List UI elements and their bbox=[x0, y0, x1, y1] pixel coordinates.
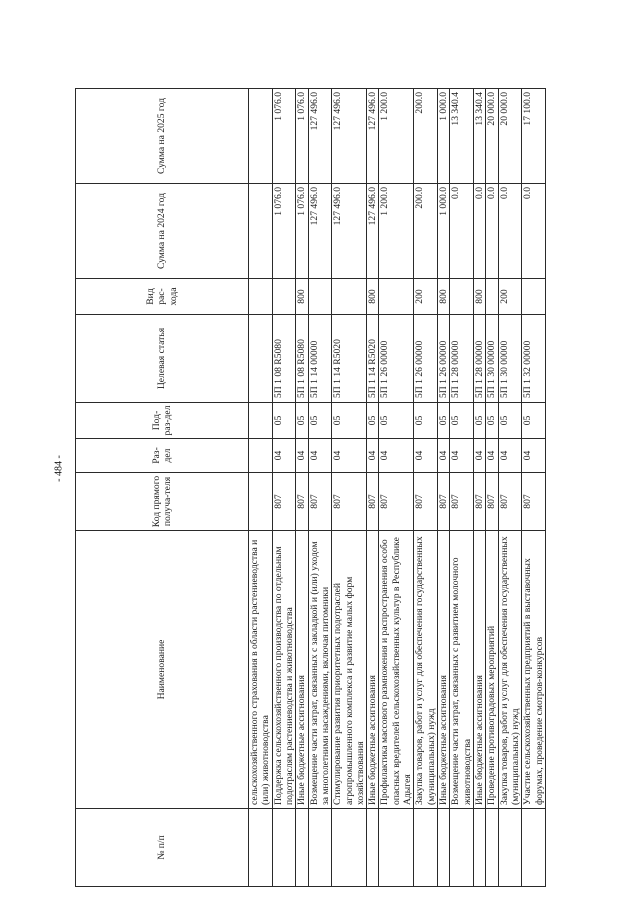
cell-num bbox=[522, 809, 546, 887]
cell-razdel: 04 bbox=[379, 439, 414, 473]
cell-num bbox=[473, 809, 485, 887]
header-expense: Вид рас-хода bbox=[76, 279, 249, 315]
cell-podrazdel bbox=[249, 403, 273, 439]
cell-podrazdel: 05 bbox=[486, 403, 498, 439]
cell-article: 5П 1 26 00000 bbox=[414, 315, 438, 403]
cell-expense: 800 bbox=[296, 279, 308, 315]
header-razdel: Раз-дел bbox=[76, 439, 249, 473]
cell-podrazdel: 05 bbox=[473, 403, 485, 439]
header-num: № п/п bbox=[76, 809, 249, 887]
cell-article: 5П 1 14 R5020 bbox=[332, 315, 367, 403]
header-article: Целевая статья bbox=[76, 315, 249, 403]
header-admin: Код прямого получа-теля bbox=[76, 473, 249, 531]
cell-sum-2024 bbox=[249, 184, 273, 279]
budget-table bbox=[75, 88, 546, 887]
table-row bbox=[450, 89, 474, 887]
cell-article: 5П 1 26 00000 bbox=[438, 315, 450, 403]
cell-article: 5П 1 08 R5080 bbox=[296, 315, 308, 403]
cell-name: Иные бюджетные ассигнования bbox=[367, 531, 379, 809]
cell-article: 5П 1 30 00000 bbox=[486, 315, 498, 403]
cell-podrazdel: 05 bbox=[296, 403, 308, 439]
cell-name: Стимулирование развития приоритетных подотраслей агропромышленного комплекса и развитие малых форм хозяйствования bbox=[332, 531, 367, 809]
cell-sum-2025: 127 496.0 bbox=[332, 89, 367, 184]
cell-admin: 807 bbox=[308, 473, 332, 531]
cell-sum-2024: 0.0 bbox=[498, 184, 522, 279]
cell-sum-2024: 127 496.0 bbox=[332, 184, 367, 279]
cell-admin: 807 bbox=[473, 473, 485, 531]
cell-num bbox=[332, 809, 367, 887]
cell-razdel: 04 bbox=[414, 439, 438, 473]
header-podrazdel: Под-раз-дел bbox=[76, 403, 249, 439]
cell-num bbox=[367, 809, 379, 887]
rotated-page bbox=[75, 89, 615, 887]
cell-sum-2025: 200.0 bbox=[414, 89, 438, 184]
cell-podrazdel: 05 bbox=[498, 403, 522, 439]
cell-name: Закупка товаров, работ и услуг для обеспечения государственных (муниципальных) нужд bbox=[414, 531, 438, 809]
cell-sum-2025: 127 496.0 bbox=[308, 89, 332, 184]
header-sum-2025: Сумма на 2025 год bbox=[76, 89, 249, 184]
table-row bbox=[438, 89, 450, 887]
cell-article: 5П 1 28 00000 bbox=[473, 315, 485, 403]
cell-name: Поддержка сельскохозяйственного производства по отдельным подотраслям растениеводства и животноводства bbox=[272, 531, 296, 809]
cell-name: Проведение противоградовых мероприятий bbox=[486, 531, 498, 809]
header-sum-2024: Сумма на 2024 год bbox=[76, 184, 249, 279]
cell-sum-2025: 17 100.0 bbox=[522, 89, 546, 184]
table-row bbox=[272, 89, 296, 887]
cell-podrazdel: 05 bbox=[308, 403, 332, 439]
table-row bbox=[367, 89, 379, 887]
cell-num bbox=[438, 809, 450, 887]
cell-name: Закупка товаров, работ и услуг для обеспечения государственных (муниципальных) нужд bbox=[498, 531, 522, 809]
cell-admin: 807 bbox=[272, 473, 296, 531]
header-name: Наименование bbox=[76, 531, 249, 809]
cell-expense bbox=[272, 279, 296, 315]
cell-sum-2025 bbox=[249, 89, 273, 184]
cell-sum-2025: 1 076.0 bbox=[272, 89, 296, 184]
cell-sum-2025: 1 200.0 bbox=[379, 89, 414, 184]
cell-sum-2024: 0.0 bbox=[473, 184, 485, 279]
cell-podrazdel: 05 bbox=[438, 403, 450, 439]
table-row bbox=[379, 89, 414, 887]
cell-podrazdel: 05 bbox=[332, 403, 367, 439]
cell-podrazdel: 05 bbox=[450, 403, 474, 439]
cell-expense bbox=[308, 279, 332, 315]
cell-razdel: 04 bbox=[486, 439, 498, 473]
cell-name: сельскохозяйственного страхования в области растениеводства и (или) животноводства bbox=[249, 531, 273, 809]
cell-podrazdel: 05 bbox=[272, 403, 296, 439]
cell-admin: 807 bbox=[450, 473, 474, 531]
cell-razdel: 04 bbox=[367, 439, 379, 473]
table-row bbox=[498, 89, 522, 887]
cell-expense: 800 bbox=[367, 279, 379, 315]
cell-num bbox=[414, 809, 438, 887]
cell-sum-2025: 127 496.0 bbox=[367, 89, 379, 184]
cell-razdel: 04 bbox=[332, 439, 367, 473]
cell-num bbox=[486, 809, 498, 887]
cell-admin: 807 bbox=[296, 473, 308, 531]
cell-sum-2024: 1 200.0 bbox=[379, 184, 414, 279]
cell-name: Иные бюджетные ассигнования bbox=[438, 531, 450, 809]
cell-sum-2025: 20 000.0 bbox=[486, 89, 498, 184]
header-row bbox=[76, 89, 249, 887]
cell-admin: 807 bbox=[332, 473, 367, 531]
cell-admin: 807 bbox=[438, 473, 450, 531]
cell-article: 5П 1 28 00000 bbox=[450, 315, 474, 403]
cell-article: 5П 1 26 00000 bbox=[379, 315, 414, 403]
cell-razdel: 04 bbox=[473, 439, 485, 473]
cell-admin: 807 bbox=[486, 473, 498, 531]
cell-name: Иные бюджетные ассигнования bbox=[296, 531, 308, 809]
cell-razdel: 04 bbox=[450, 439, 474, 473]
cell-sum-2024: 0.0 bbox=[486, 184, 498, 279]
cell-expense bbox=[379, 279, 414, 315]
cell-num bbox=[249, 809, 273, 887]
cell-expense bbox=[249, 279, 273, 315]
cell-num bbox=[308, 809, 332, 887]
cell-podrazdel: 05 bbox=[414, 403, 438, 439]
table-row bbox=[308, 89, 332, 887]
cell-num bbox=[272, 809, 296, 887]
cell-sum-2025: 1 076.0 bbox=[296, 89, 308, 184]
cell-expense bbox=[486, 279, 498, 315]
cell-razdel: 04 bbox=[438, 439, 450, 473]
cell-sum-2024: 127 496.0 bbox=[367, 184, 379, 279]
cell-name: Возмещение части затрат, связанных с закладкой и (или) уходом за многолетними насаждениями, включая питомники bbox=[308, 531, 332, 809]
cell-admin: 807 bbox=[498, 473, 522, 531]
cell-razdel: 04 bbox=[272, 439, 296, 473]
cell-num bbox=[450, 809, 474, 887]
table-row bbox=[486, 89, 498, 887]
cell-podrazdel: 05 bbox=[367, 403, 379, 439]
table-row bbox=[332, 89, 367, 887]
cell-sum-2025: 1 000.0 bbox=[438, 89, 450, 184]
cell-sum-2024: 1 076.0 bbox=[296, 184, 308, 279]
cell-razdel: 04 bbox=[296, 439, 308, 473]
cell-expense bbox=[332, 279, 367, 315]
cell-name: Профилактика массового размножения и распространения особо опасных вредителей сельскохозяйственных культур в Республике Адыгея bbox=[379, 531, 414, 809]
cell-sum-2025: 20 000.0 bbox=[498, 89, 522, 184]
cell-sum-2024: 1 000.0 bbox=[438, 184, 450, 279]
cell-article: 5П 1 08 R5080 bbox=[272, 315, 296, 403]
table-body bbox=[249, 89, 546, 887]
table-row bbox=[473, 89, 485, 887]
cell-sum-2025: 13 340.4 bbox=[473, 89, 485, 184]
cell-sum-2024: 127 496.0 bbox=[308, 184, 332, 279]
cell-razdel bbox=[249, 439, 273, 473]
cell-name: Возмещение части затрат, связанных с развитием молочного животноводства bbox=[450, 531, 474, 809]
cell-admin bbox=[249, 473, 273, 531]
cell-expense bbox=[450, 279, 474, 315]
cell-podrazdel: 05 bbox=[379, 403, 414, 439]
table-row bbox=[522, 89, 546, 887]
cell-article: 5П 1 14 R5020 bbox=[367, 315, 379, 403]
cell-razdel: 04 bbox=[498, 439, 522, 473]
table-row bbox=[414, 89, 438, 887]
cell-num bbox=[379, 809, 414, 887]
cell-admin: 807 bbox=[522, 473, 546, 531]
table-row bbox=[249, 89, 273, 887]
cell-article: 5П 1 30 00000 bbox=[498, 315, 522, 403]
cell-sum-2024: 0.0 bbox=[450, 184, 474, 279]
cell-expense: 800 bbox=[438, 279, 450, 315]
cell-razdel: 04 bbox=[308, 439, 332, 473]
cell-expense bbox=[522, 279, 546, 315]
cell-article: 5П 1 14 00000 bbox=[308, 315, 332, 403]
cell-name: Участие сельскохозяйственных предприятий в выставочных форумах, проведение смотров-конкурсов bbox=[522, 531, 546, 809]
cell-expense: 200 bbox=[498, 279, 522, 315]
cell-podrazdel: 05 bbox=[522, 403, 546, 439]
cell-sum-2024: 200.0 bbox=[414, 184, 438, 279]
cell-admin: 807 bbox=[379, 473, 414, 531]
cell-article bbox=[249, 315, 273, 403]
cell-expense: 800 bbox=[473, 279, 485, 315]
cell-admin: 807 bbox=[367, 473, 379, 531]
cell-admin: 807 bbox=[414, 473, 438, 531]
cell-sum-2024: 1 076.0 bbox=[272, 184, 296, 279]
cell-article: 5П 1 32 00000 bbox=[522, 315, 546, 403]
cell-razdel: 04 bbox=[522, 439, 546, 473]
cell-name: Иные бюджетные ассигнования bbox=[473, 531, 485, 809]
cell-sum-2024: 0.0 bbox=[522, 184, 546, 279]
cell-num bbox=[296, 809, 308, 887]
cell-expense: 200 bbox=[414, 279, 438, 315]
cell-sum-2025: 13 340.4 bbox=[450, 89, 474, 184]
table-row bbox=[296, 89, 308, 887]
cell-num bbox=[498, 809, 522, 887]
